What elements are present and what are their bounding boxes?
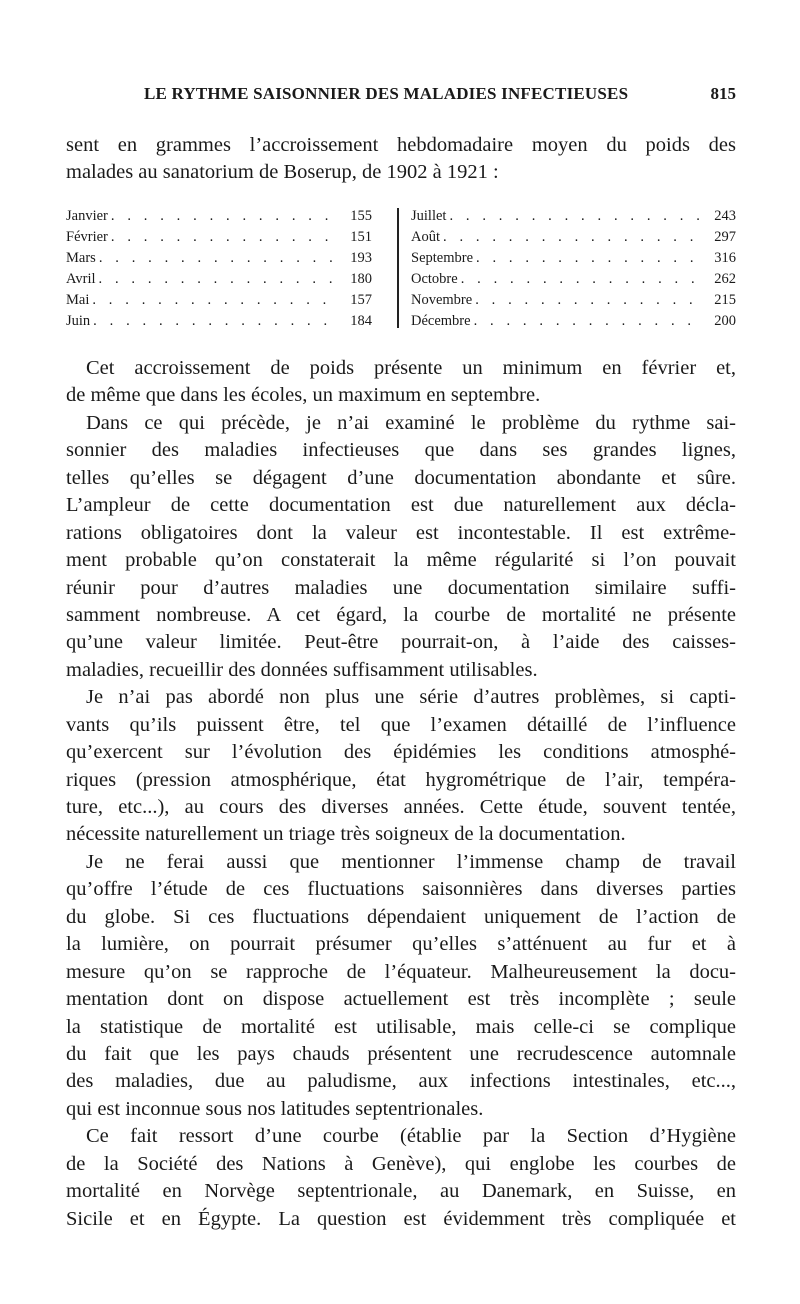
dot-leader — [90, 311, 340, 332]
text-line: nécessite naturellement un triage très soigneux de la documentation. — [66, 823, 626, 846]
weight-value: 316 — [714, 250, 736, 266]
text-line: L’ampleur de cette documentation est due naturellement aux décla- — [66, 494, 736, 517]
text-line: Ce fait ressort d’une courbe (établie par la Section d’Hygiène — [86, 1125, 736, 1148]
weight-value: 200 — [714, 313, 736, 329]
page-number: 815 — [710, 84, 736, 103]
dot-leader — [440, 227, 704, 248]
weight-value: 297 — [714, 229, 736, 245]
text-line: maladies, recueillir des données suffisamment utilisables. — [66, 658, 538, 681]
text-line: mortalité en Norvège septentrionale, au Danemark, en Suisse, en — [66, 1180, 736, 1203]
table-row — [66, 290, 372, 311]
weight-value: 157 — [350, 292, 372, 308]
weight-gain-table — [66, 206, 736, 332]
text-line: qui est inconnue sous nos latitudes septentrionales. — [66, 1097, 484, 1120]
text-line: vants qu’ils puissent être, tel que l’examen détaillé de l’influence — [66, 713, 736, 736]
weight-value: 262 — [714, 271, 736, 287]
month-label: Août — [411, 229, 440, 245]
text-line: Sicile et en Égypte. La question est évidemment très compliquée et — [66, 1207, 736, 1230]
dot-leader — [108, 206, 340, 227]
dot-leader — [458, 269, 704, 290]
dot-leader — [96, 269, 340, 290]
text-line: Je ne ferai aussi que mentionner l’immense champ de travail — [86, 850, 736, 873]
dot-leader — [89, 290, 340, 311]
text-line: réunir pour d’autres maladies une documentation similaire suffi- — [66, 576, 736, 599]
text-line: qu’exercent sur l’évolution des épidémies les conditions atmosphé- — [66, 741, 736, 764]
table-row — [411, 269, 736, 290]
month-label: Juillet — [411, 208, 447, 224]
dot-leader — [471, 311, 704, 332]
table-column-right — [411, 206, 736, 332]
text-line: des maladies, due au paludisme, aux infections intestinales, etc..., — [66, 1070, 736, 1093]
text-line: de même que dans les écoles, un maximum en septembre. — [66, 384, 541, 407]
month-label: Novembre — [411, 292, 473, 308]
text-line: telles qu’elles se dégagent d’une documentation abondante et sûre. — [66, 466, 736, 489]
column-divider — [397, 208, 399, 328]
text-line: mentation dont on dispose actuellement est très incomplète ; seule — [66, 988, 736, 1011]
text-line: sent en grammes l’accroissement hebdomadaire moyen du poids des — [66, 134, 736, 156]
table-row — [66, 248, 372, 269]
table-row — [411, 248, 736, 269]
table-row — [66, 311, 372, 332]
table-row — [411, 290, 736, 311]
dot-leader — [96, 248, 340, 269]
month-label: Septembre — [411, 250, 474, 266]
month-label: Janvier — [66, 208, 108, 224]
weight-value: 215 — [714, 292, 736, 308]
text-line: rations obligatoires dont la valeur est incontestable. Il est extrême- — [66, 521, 736, 544]
text-line: sonnier des maladies infectieuses que dans ses grandes lignes, — [66, 439, 736, 462]
text-line: Cet accroissement de poids présente un minimum en février et, — [86, 357, 736, 379]
text-line: du globe. Si ces fluctuations dépendaient uniquement de l’action de — [66, 905, 736, 928]
intro-paragraph — [66, 132, 736, 187]
text-line: mesure qu’on se rapproche de l’équateur. Malheureusement la docu- — [66, 960, 736, 983]
text-line: qu’une valeur limitée. Peut-être pourrait-on, à l’aide des caisses- — [66, 631, 736, 654]
text-line: la lumière, on pourrait présumer qu’elles s’atténuent au fur et à — [66, 933, 736, 956]
text-line: de la Société des Nations à Genève), qui englobe les courbes de — [66, 1152, 736, 1175]
running-title: LE RYTHME SAISONNIER DES MALADIES INFECTIEUSES — [144, 84, 629, 103]
text-line: Dans ce qui précède, je n’ai examiné le problème du rythme sai- — [86, 411, 736, 434]
table-column-left — [66, 206, 372, 332]
table-row — [66, 227, 372, 248]
table-row — [411, 311, 736, 332]
dot-leader — [473, 248, 704, 269]
month-label: Mai — [66, 292, 90, 308]
text-line: ture, etc...), au cours des diverses années. Cette étude, souvent tentée, — [66, 796, 736, 818]
dot-leader — [446, 206, 704, 227]
month-label: Juin — [66, 313, 91, 329]
weight-value: 180 — [350, 271, 372, 287]
weight-value: 243 — [714, 208, 736, 224]
table-row — [411, 206, 736, 227]
table-row — [411, 227, 736, 248]
text-line: ment probable qu’on constaterait la même régularité si l’on pouvait — [66, 549, 736, 572]
table-row — [66, 269, 372, 290]
weight-value: 184 — [350, 313, 372, 329]
weight-value: 151 — [350, 229, 372, 245]
text-line: du fait que les pays chauds présentent une recrudescence automnale — [66, 1042, 736, 1065]
running-head — [144, 84, 736, 112]
month-label: Décembre — [411, 313, 471, 329]
text-line: samment nombreuse. A cet égard, la courbe de mortalité ne présente — [66, 603, 736, 626]
text-line: Je n’ai pas abordé non plus une série d’autres problèmes, si capti- — [86, 686, 736, 709]
weight-value: 155 — [350, 208, 372, 224]
weight-value: 193 — [350, 250, 372, 266]
dot-leader — [108, 227, 340, 248]
text-line: qu’offre l’étude de ces fluctuations saisonnières dans diverses parties — [66, 878, 736, 901]
body-text — [66, 355, 736, 1233]
text-line: riques (pression atmosphérique, état hygrométrique de l’air, tempéra- — [66, 768, 736, 791]
text-line: malades au sanatorium de Boserup, de 1902 à 1921 : — [66, 161, 499, 184]
dot-leader — [472, 290, 704, 311]
text-line: la statistique de mortalité est utilisable, mais celle-ci se complique — [66, 1015, 736, 1038]
month-label: Octobre — [411, 271, 458, 287]
month-label: Février — [66, 229, 108, 245]
table-row — [66, 206, 372, 227]
month-label: Avril — [66, 271, 96, 287]
month-label: Mars — [66, 250, 96, 266]
